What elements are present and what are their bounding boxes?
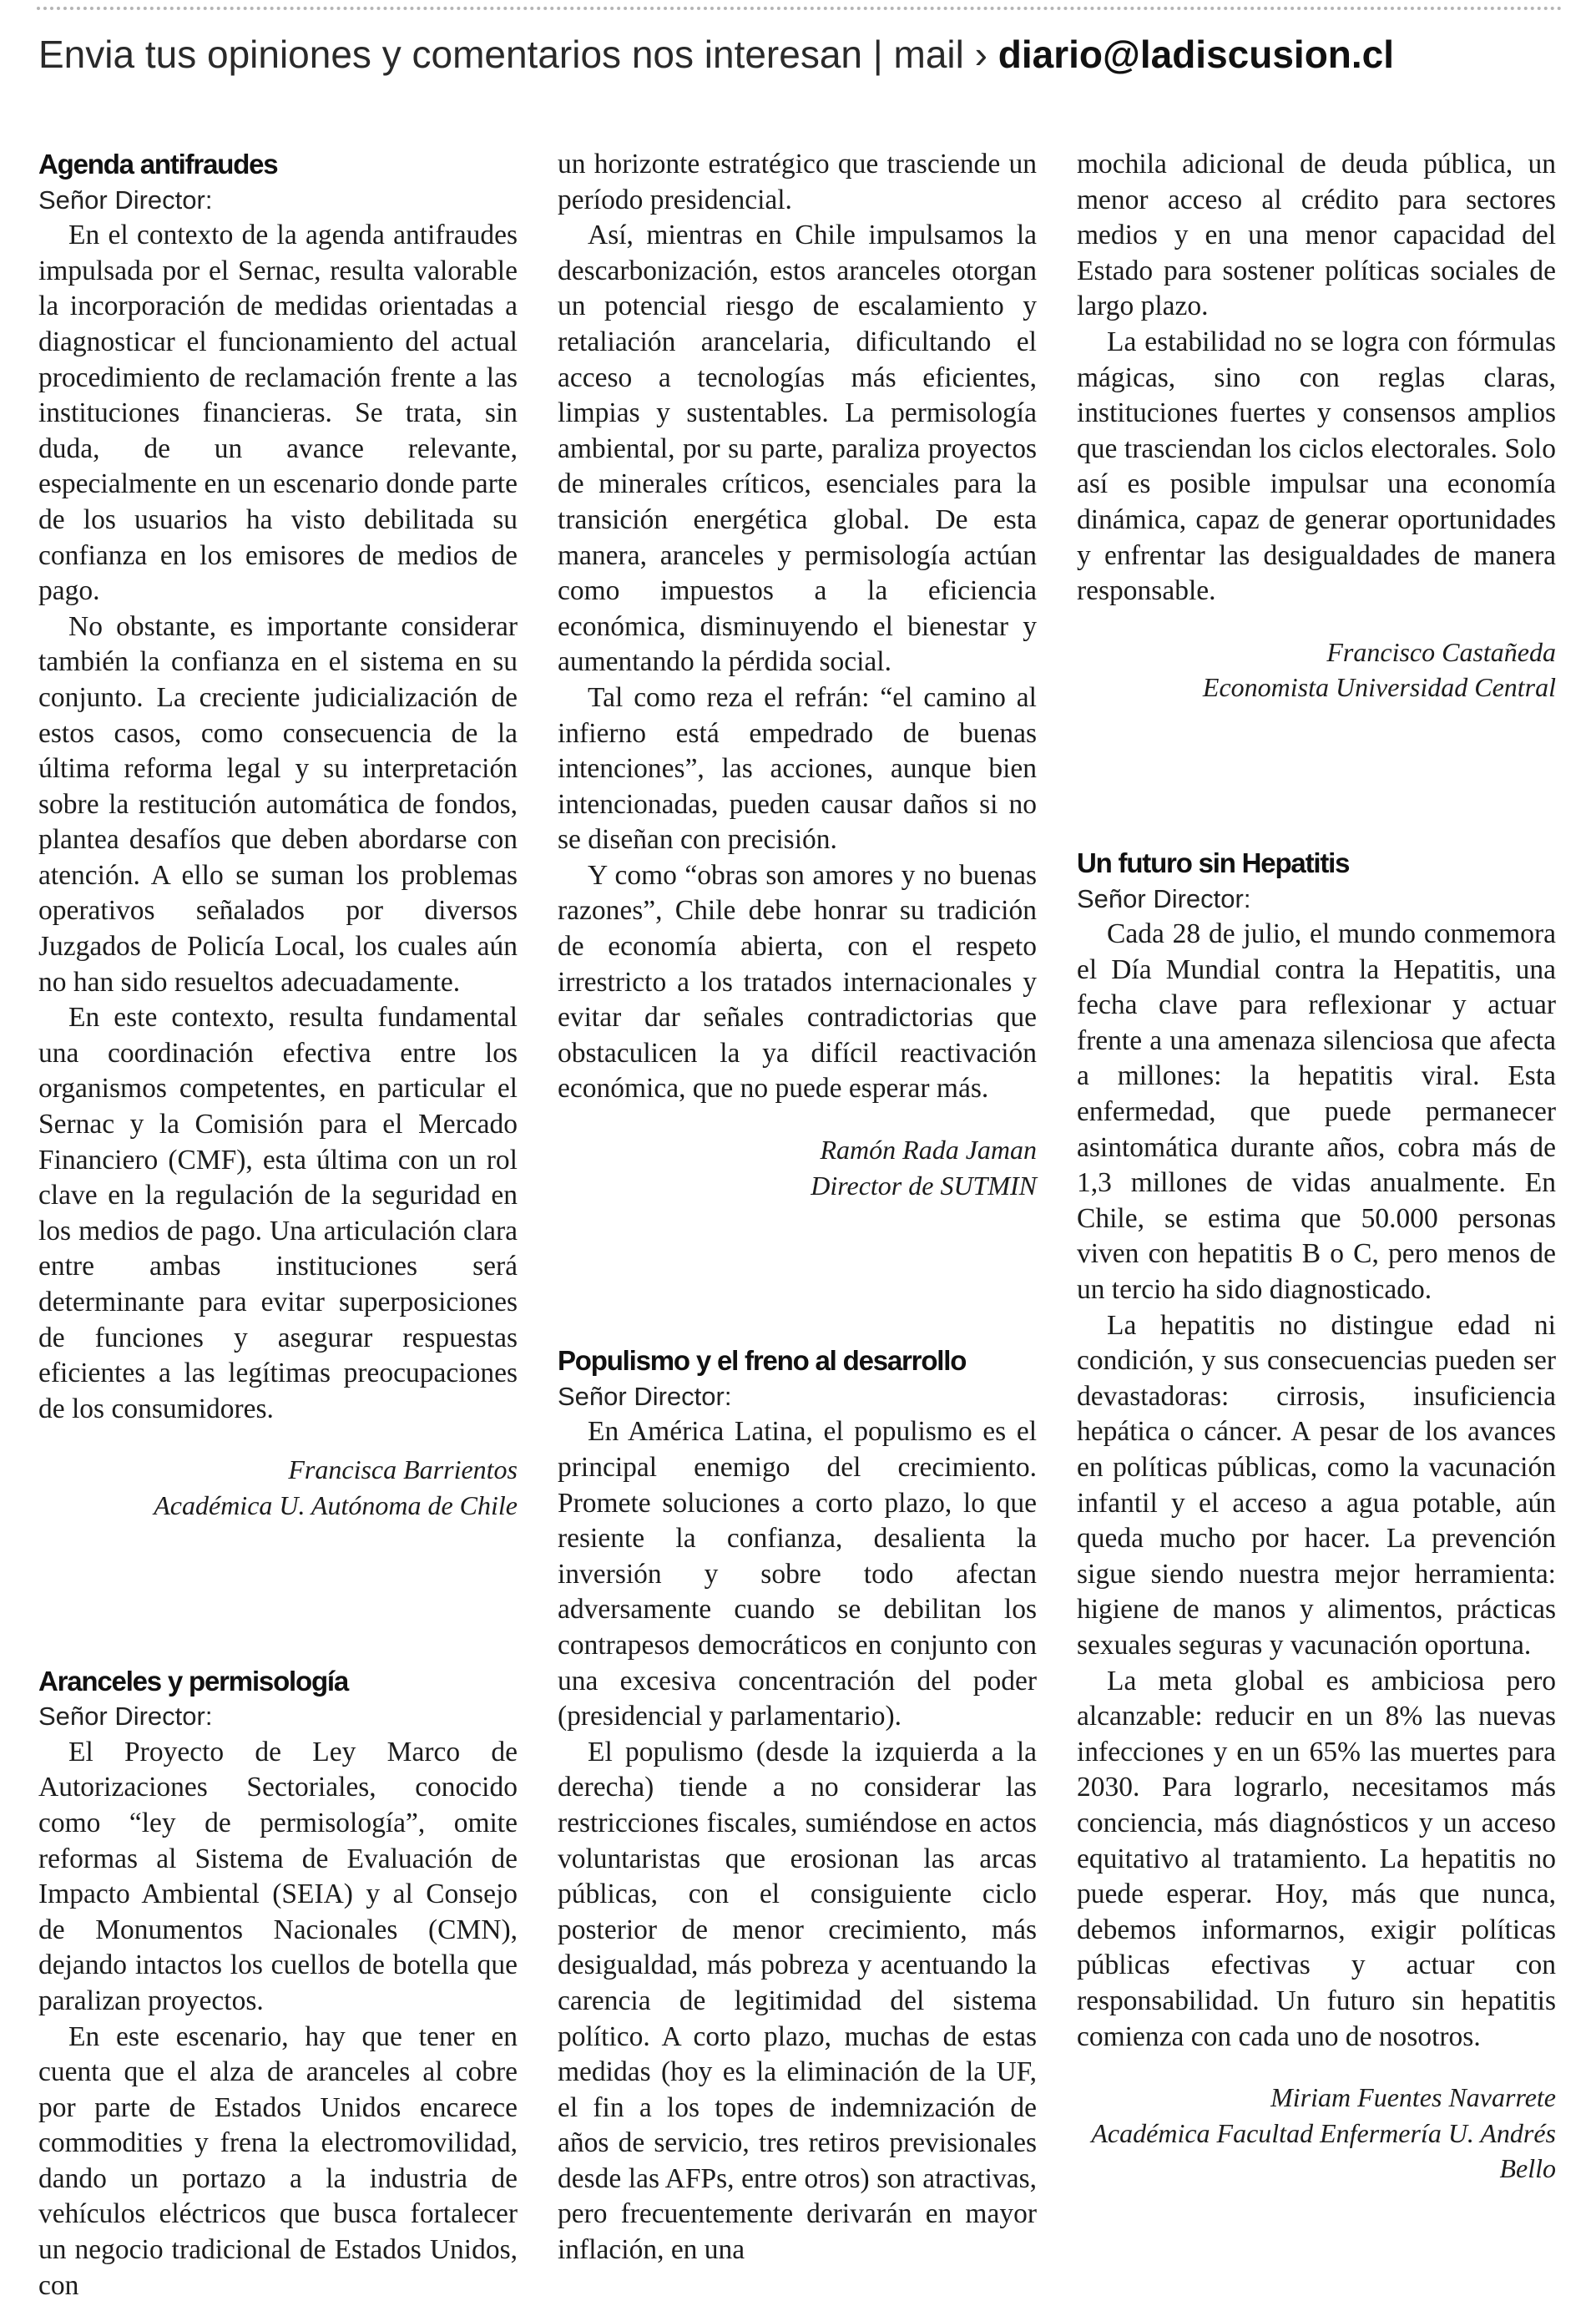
letter-paragraph: Así, mientras en Chile impulsamos la descarbonización, estos aranceles otorgan un potencial riesgo de escalamiento y retaliación arancelaria, dificultando el acceso a tecnologías más eficientes, limpias y sustentables. La permisología ambiental, por su parte, paraliza proyectos de minerales críticos, esenciales para la transición energética global. De esta manera, aranceles y permisología actúan como impuestos a la eficiencia económica, disminuyendo el bienestar y aumentando la pérdida social. xyxy=(558,220,1037,678)
feedback-prompt: Envia tus opiniones y comentarios nos interesan | mail › xyxy=(38,33,987,76)
letter-author-role: Director de SUTMIN xyxy=(811,1170,1037,1201)
letter-salutation: Señor Director: xyxy=(558,1381,732,1411)
letter-paragraph: En este escenario, hay que tener en cuenta que el alza de aranceles al cobre por parte de Estados Unidos encarece commodities y frena la electromovilidad, dando un portazo a la industria de vehículos eléctricos que busca fortalecer un negocio tradicional de Estados Unidos, con xyxy=(38,2020,518,2301)
feedback-header xyxy=(38,25,1566,83)
letter-author: Francisco Castañeda xyxy=(1326,636,1556,667)
letter-hepatitis xyxy=(1077,846,1556,2187)
letter-salutation: Señor Director: xyxy=(38,1702,213,1732)
letter-title: Aranceles y permisología xyxy=(38,1665,349,1697)
letter-author-role: Académica Facultad Enfermería U. Andrés Bello xyxy=(1091,2117,1556,2184)
letter-paragraph: No obstante, es importante considerar también la confianza en el sistema en su conjunto. La creciente judicialización de estos casos, como consecuencia de la última reforma legal y su interpretación sobre la restitución automática de fondos, plantea desafíos que deben abordarse con atención. A ello se suman los problemas operativos señalados por diversos Juzgados de Policía Local, los cuales aún no han sido resueltos adecuadamente. xyxy=(38,610,518,998)
letter-paragraph: La meta global es ambiciosa pero alcanzable: reducir en un 8% las nuevas infecciones y en un 65% las muertes para 2030. Para lograrlo, necesitamos más conciencia, más diagnósticos y un acceso equitativo al tratamiento. La hepatitis no puede esperar. Hoy, más que nunca, debemos informarnos, exigir políticas públicas efectivas y actuar con responsabilidad. Un futuro sin hepatitis comienza con cada uno de nosotros. xyxy=(1077,1665,1556,2052)
letter-author-role: Economista Universidad Central xyxy=(1202,672,1556,703)
letter-title: Un futuro sin Hepatitis xyxy=(1077,847,1350,878)
letter-paragraph: Tal como reza el refrán: “el camino al infierno está empedrado de buenas intenciones”, las acciones, aunque bien intencionadas, pueden causar daños si no se diseñan con precisión. xyxy=(558,681,1037,856)
column-1 xyxy=(38,147,518,2303)
letter-paragraph: En América Latina, el populismo es el principal enemigo del crecimiento. Promete soluciones a corto plazo, lo que resiente la confianza, desalienta la inversión y sobre todo afectan adversamente cuando se debilitan los contrapesos democráticos en conjunto con una excesiva concentración del poder (presidencial y parlamentario). xyxy=(558,1416,1037,1732)
contact-email-link[interactable]: diario@ladiscusion.cl xyxy=(998,33,1395,76)
letter-author-role: Académica U. Autónoma de Chile xyxy=(154,1489,518,1520)
letter-title: Agenda antifraudes xyxy=(38,149,278,180)
letter-aranceles-continued xyxy=(558,147,1037,1203)
letter-paragraph: La estabilidad no se logra con fórmulas mágicas, sino con reglas claras, instituciones fuertes y consensos amplios que trasciendan los ciclos electorales. Solo así es posible impulsar una economía dinámica, capaz de generar oportunidades y enfrentar las desigualdades de manera responsable. xyxy=(1077,326,1556,607)
letter-paragraph: El Proyecto de Ley Marco de Autorizaciones Sectoriales, conocido como “ley de permisología”, omite reformas al Sistema de Evaluación de Impacto Ambiental (SEIA) y al Consejo de Monumentos Nacionales (CMN), dejando intactos los cuellos de botella que paralizan proyectos. xyxy=(38,1736,518,2016)
letter-salutation: Señor Director: xyxy=(1077,883,1251,913)
top-dotted-rule xyxy=(37,0,1563,10)
letter-paragraph: El populismo (desde la izquierda a la derecha) tiende a no considerar las restricciones fiscales, sumiéndose en actos voluntaristas que erosionan las arcas públicas, con el consiguiente ciclo posterior de menor crecimiento, más desigualdad, más pobreza y acentuando la carencia de legitimidad del sistema político. A corto plazo, muchas de estas medidas (hoy es la eliminación de la UF, el fin a los topes de indemnización de años de servicio, tres retiros previsionales desde las AFPs, entre otros) son atractivas, pero frecuentemente derivarán en mayor inflación, en una xyxy=(558,1736,1037,2266)
letter-title: Populismo y el freno al desarrollo xyxy=(558,1345,967,1377)
column-2 xyxy=(558,147,1037,2268)
letter-author: Francisca Barrientos xyxy=(288,1454,518,1485)
letter-paragraph: Y como “obras son amores y no buenas razones”, Chile debe honrar su tradición de economía abierta, con el respeto irrestricto a los tratados internacionales y evitar dar señales contradictorias que obstaculicen la ya difícil reactivación económica, que no puede esperar más. xyxy=(558,859,1037,1105)
column-3 xyxy=(1077,147,1556,2187)
letter-agenda-antifraudes xyxy=(38,147,518,1524)
letter-populismo-continued xyxy=(1077,147,1556,705)
letter-populismo xyxy=(558,1343,1037,2268)
letter-paragraph: En el contexto de la agenda antifraudes impulsada por el Sernac, resulta valorable la incorporación de medidas orientadas a diagnosticar el funcionamiento del actual procedimiento de reclamación frente a las instituciones financieras. Se trata, sin duda, de un avance relevante, especialmente en un escenario donde parte de los usuarios ha visto debilitada su confianza en los emisores de medios de pago. xyxy=(38,220,518,607)
letter-paragraph: mochila adicional de deuda pública, un menor acceso al crédito para sectores medios y en una menor capacidad del Estado para sostener políticas sociales de largo plazo. xyxy=(1077,149,1556,322)
letter-salutation: Señor Director: xyxy=(38,185,213,215)
letter-aranceles-permisologia xyxy=(38,1664,518,2304)
letter-paragraph: La hepatitis no distingue edad ni condición, y sus consecuencias pueden ser devastadoras: cirrosis, insuficiencia hepática o cáncer. A pesar de los avances en políticas públicas, como la vacunación infantil y el acceso a agua potable, aún queda mucho por hacer. La prevención sigue siendo nuestra mejor herramienta: higiene de manos y alimentos, prácticas sexuales seguras y vacunación oportuna. xyxy=(1077,1309,1556,1661)
letter-paragraph: Cada 28 de julio, el mundo conmemora el Día Mundial contra la Hepatitis, una fecha clave para reflexionar y actuar frente a una amenaza silenciosa que afecta a millones: la hepatitis viral. Esta enfermedad, que puede permanecer asintomática durante años, cobra más de 1,3 millones de vidas anualmente. En Chile, se estima que 50.000 personas viven con hepatitis B o C, pero menos de un tercio ha sido diagnosticado. xyxy=(1077,918,1556,1306)
letter-paragraph: un horizonte estratégico que trasciende un período presidencial. xyxy=(558,149,1037,215)
letter-paragraph: En este contexto, resulta fundamental una coordinación efectiva entre los organismos competentes, en particular el Sernac y la Comisión para el Mercado Financiero (CMF), esta última con un rol clave en la regulación de la seguridad en los medios de pago. Una articulación clara entre ambas instituciones será determinante para evitar superposiciones de funciones y asegurar respuestas eficientes a las legítimas preocupaciones de los consumidores. xyxy=(38,1002,518,1424)
letter-author: Ramón Rada Jaman xyxy=(820,1135,1037,1166)
letter-author: Miriam Fuentes Navarrete xyxy=(1270,2082,1556,2113)
